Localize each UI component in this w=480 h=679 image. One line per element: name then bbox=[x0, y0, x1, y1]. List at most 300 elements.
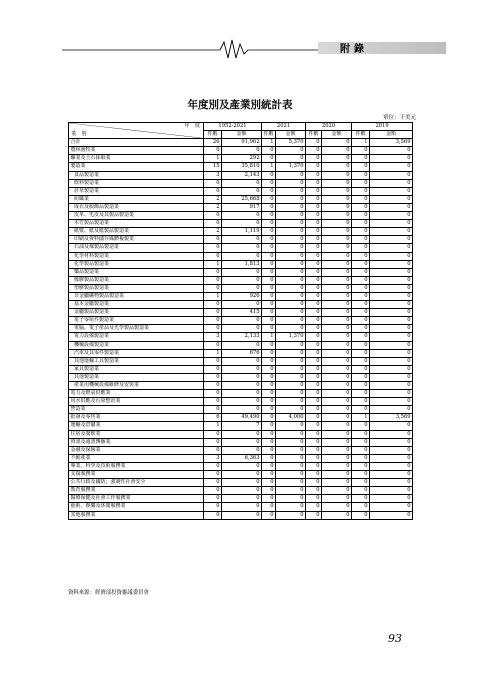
count-cell: 0 bbox=[352, 349, 370, 357]
document-title: 年度別及產業別統計表 bbox=[187, 99, 293, 111]
count-cell: 0 bbox=[352, 398, 370, 406]
count-cell: 0 bbox=[352, 195, 370, 203]
amount-cell: 0 bbox=[322, 179, 352, 187]
amount-cell: 0 bbox=[322, 373, 352, 381]
amount-cell: 0 bbox=[370, 301, 413, 309]
amount-cell: 0 bbox=[222, 471, 262, 479]
amount-cell: 0 bbox=[222, 495, 262, 503]
industry-name-cell: 藝術、娛樂及休閒服務業 bbox=[69, 503, 204, 511]
amount-cell: 0 bbox=[370, 406, 413, 414]
count-cell: 0 bbox=[204, 244, 222, 252]
amount-cell: 0 bbox=[322, 301, 352, 309]
industry-name-cell: 農林漁牧業 bbox=[69, 147, 204, 155]
amount-cell: 0 bbox=[322, 325, 352, 333]
amount-cell: 0 bbox=[370, 333, 413, 341]
amount-cell: 0 bbox=[276, 244, 306, 252]
amount-cell: 0 bbox=[370, 284, 413, 292]
amount-cell: 0 bbox=[370, 357, 413, 365]
count-cell: 0 bbox=[306, 349, 322, 357]
table-row bbox=[69, 325, 413, 333]
count-cell: 0 bbox=[204, 325, 222, 333]
count-cell: 0 bbox=[262, 357, 276, 365]
table-row bbox=[69, 171, 413, 179]
amount-cell: 0 bbox=[370, 511, 413, 519]
corner-year-label: 年 度 bbox=[184, 123, 200, 129]
count-cell: 0 bbox=[306, 471, 322, 479]
amount-cell: 0 bbox=[370, 422, 413, 430]
amount-cell: 0 bbox=[276, 276, 306, 284]
table-row bbox=[69, 365, 413, 373]
table-row bbox=[69, 495, 413, 503]
count-cell: 0 bbox=[352, 155, 370, 163]
count-cell: 0 bbox=[352, 382, 370, 390]
amount-cell: 0 bbox=[370, 446, 413, 454]
count-cell: 0 bbox=[306, 309, 322, 317]
amount-cell: 0 bbox=[370, 487, 413, 495]
count-cell: 0 bbox=[306, 414, 322, 422]
amount-cell: 0 bbox=[222, 220, 262, 228]
count-cell: 0 bbox=[262, 317, 276, 325]
count-cell: 26 bbox=[204, 139, 222, 147]
amount-cell: 0 bbox=[222, 373, 262, 381]
count-cell: 0 bbox=[352, 503, 370, 511]
count-cell: 0 bbox=[306, 301, 322, 309]
amount-cell: 0 bbox=[276, 171, 306, 179]
amount-cell: 0 bbox=[370, 317, 413, 325]
count-cell: 0 bbox=[204, 462, 222, 470]
amount-cell: 35,810 bbox=[222, 163, 262, 171]
count-cell: 0 bbox=[306, 276, 322, 284]
count-cell: 0 bbox=[204, 373, 222, 381]
amount-cell: 0 bbox=[276, 511, 306, 519]
amount-cell: 1,813 bbox=[222, 260, 262, 268]
amount-cell: 0 bbox=[322, 430, 352, 438]
amount-cell: 0 bbox=[222, 236, 262, 244]
table-row bbox=[69, 195, 413, 203]
table-body bbox=[69, 139, 413, 519]
amount-cell: 1,370 bbox=[276, 333, 306, 341]
industry-name-cell: 石油及煤製品製造業 bbox=[69, 244, 204, 252]
amount-cell: 0 bbox=[276, 292, 306, 300]
amount-cell: 7 bbox=[222, 422, 262, 430]
count-cell: 0 bbox=[262, 228, 276, 236]
count-cell: 0 bbox=[352, 479, 370, 487]
count-cell: 0 bbox=[262, 406, 276, 414]
count-cell: 0 bbox=[262, 292, 276, 300]
table-row bbox=[69, 511, 413, 519]
amount-cell: 0 bbox=[276, 228, 306, 236]
table-row bbox=[69, 454, 413, 462]
count-cell: 0 bbox=[204, 236, 222, 244]
amount-header: 金額 bbox=[370, 131, 413, 139]
industry-name-cell: 礦業及土石採取業 bbox=[69, 155, 204, 163]
industry-name-cell: 不動產業 bbox=[69, 454, 204, 462]
count-cell: 1 bbox=[204, 349, 222, 357]
count-cell: 0 bbox=[352, 390, 370, 398]
amount-cell: 0 bbox=[322, 276, 352, 284]
industry-name-cell: 電腦、電子產品及光學製品製造業 bbox=[69, 325, 204, 333]
amount-cell: 0 bbox=[322, 349, 352, 357]
amount-cell: 0 bbox=[370, 462, 413, 470]
count-cell: 0 bbox=[306, 333, 322, 341]
amount-cell: 0 bbox=[222, 438, 262, 446]
amount-cell: 0 bbox=[322, 446, 352, 454]
count-cell: 0 bbox=[204, 220, 222, 228]
amount-cell: 1,370 bbox=[276, 163, 306, 171]
count-cell: 0 bbox=[352, 406, 370, 414]
count-cell: 0 bbox=[262, 325, 276, 333]
count-cell: 2 bbox=[204, 203, 222, 211]
amount-cell: 0 bbox=[222, 511, 262, 519]
corner-industry-label: 業 別 bbox=[71, 131, 87, 138]
table-row bbox=[69, 284, 413, 292]
table-corner-cell bbox=[69, 123, 204, 139]
amount-cell: 0 bbox=[276, 462, 306, 470]
amount-cell: 0 bbox=[370, 438, 413, 446]
industry-name-cell: 橡膠製品製造業 bbox=[69, 276, 204, 284]
amount-cell: 0 bbox=[370, 276, 413, 284]
amount-cell: 0 bbox=[322, 398, 352, 406]
table-row bbox=[69, 147, 413, 155]
count-cell: 0 bbox=[204, 398, 222, 406]
count-cell: 6 bbox=[204, 414, 222, 422]
count-cell: 0 bbox=[262, 260, 276, 268]
amount-cell: 2,143 bbox=[222, 171, 262, 179]
count-cell: 0 bbox=[352, 203, 370, 211]
amount-cell: 0 bbox=[222, 406, 262, 414]
amount-cell: 0 bbox=[322, 139, 352, 147]
amount-cell: 0 bbox=[276, 373, 306, 381]
count-cell: 0 bbox=[306, 228, 322, 236]
industry-name-cell: 營造業 bbox=[69, 406, 204, 414]
amount-cell: 0 bbox=[222, 147, 262, 155]
count-cell: 0 bbox=[204, 252, 222, 260]
statistics-table bbox=[68, 122, 413, 520]
amount-cell: 91,962 bbox=[222, 139, 262, 147]
count-cell: 0 bbox=[352, 268, 370, 276]
count-cell: 0 bbox=[352, 373, 370, 381]
amount-cell: 926 bbox=[222, 292, 262, 300]
table-row bbox=[69, 260, 413, 268]
table-row bbox=[69, 382, 413, 390]
amount-cell: 0 bbox=[276, 454, 306, 462]
table-row bbox=[69, 236, 413, 244]
amount-cell: 0 bbox=[322, 268, 352, 276]
count-cell: 0 bbox=[306, 365, 322, 373]
amount-cell: 0 bbox=[276, 212, 306, 220]
amount-cell: 0 bbox=[276, 317, 306, 325]
amount-cell: 0 bbox=[322, 260, 352, 268]
table-row bbox=[69, 438, 413, 446]
count-cell: 0 bbox=[352, 462, 370, 470]
amount-cell: 0 bbox=[276, 406, 306, 414]
count-cell: 0 bbox=[262, 471, 276, 479]
amount-cell: 6,363 bbox=[222, 454, 262, 462]
industry-name-cell: 紙漿、紙及紙製品製造業 bbox=[69, 228, 204, 236]
amount-cell: 0 bbox=[370, 373, 413, 381]
industry-name-cell: 菸草製造業 bbox=[69, 187, 204, 195]
amount-cell: 0 bbox=[222, 268, 262, 276]
year-header: 2021 bbox=[262, 123, 306, 131]
count-cell: 0 bbox=[262, 171, 276, 179]
amount-cell: 0 bbox=[370, 430, 413, 438]
count-cell: 0 bbox=[352, 430, 370, 438]
count-cell: 0 bbox=[262, 414, 276, 422]
table-row bbox=[69, 487, 413, 495]
count-cell: 0 bbox=[262, 309, 276, 317]
amount-cell: 0 bbox=[276, 398, 306, 406]
count-cell: 0 bbox=[204, 503, 222, 511]
count-cell: 0 bbox=[306, 244, 322, 252]
amount-cell: 0 bbox=[322, 357, 352, 365]
amount-cell: 0 bbox=[276, 195, 306, 203]
amount-cell: 0 bbox=[370, 212, 413, 220]
count-cell: 1 bbox=[262, 139, 276, 147]
amount-cell: 0 bbox=[370, 390, 413, 398]
count-cell: 0 bbox=[352, 438, 370, 446]
count-cell: 0 bbox=[306, 155, 322, 163]
industry-name-cell: 家具製造業 bbox=[69, 365, 204, 373]
count-cell: 0 bbox=[262, 373, 276, 381]
count-cell: 0 bbox=[352, 163, 370, 171]
amount-cell: 0 bbox=[276, 479, 306, 487]
amount-cell: 0 bbox=[222, 430, 262, 438]
count-cell: 0 bbox=[352, 333, 370, 341]
count-cell: 0 bbox=[204, 487, 222, 495]
amount-cell: 0 bbox=[322, 479, 352, 487]
count-cell: 0 bbox=[204, 365, 222, 373]
amount-cell: 0 bbox=[370, 195, 413, 203]
count-cell: 0 bbox=[262, 195, 276, 203]
amount-cell: 0 bbox=[322, 365, 352, 373]
count-cell: 0 bbox=[204, 309, 222, 317]
count-cell: 0 bbox=[306, 252, 322, 260]
count-cell: 0 bbox=[352, 292, 370, 300]
count-cell: 0 bbox=[352, 171, 370, 179]
table-row bbox=[69, 220, 413, 228]
count-cell: 0 bbox=[204, 147, 222, 155]
count-cell: 0 bbox=[306, 203, 322, 211]
count-header: 件數 bbox=[263, 131, 274, 138]
amount-cell: 0 bbox=[370, 268, 413, 276]
amount-cell: 2,133 bbox=[222, 333, 262, 341]
amount-cell: 0 bbox=[322, 292, 352, 300]
table-row bbox=[69, 422, 413, 430]
count-cell: 0 bbox=[306, 382, 322, 390]
count-cell: 0 bbox=[262, 349, 276, 357]
count-cell: 3 bbox=[204, 454, 222, 462]
count-cell: 0 bbox=[352, 471, 370, 479]
amount-cell: 0 bbox=[276, 220, 306, 228]
amount-cell: 0 bbox=[370, 503, 413, 511]
industry-name-cell: 電力及燃氣供應業 bbox=[69, 390, 204, 398]
amount-cell: 0 bbox=[322, 236, 352, 244]
amount-cell: 0 bbox=[276, 284, 306, 292]
count-cell: 0 bbox=[262, 212, 276, 220]
amount-cell: 0 bbox=[370, 179, 413, 187]
count-cell: 0 bbox=[352, 365, 370, 373]
table-row bbox=[69, 212, 413, 220]
count-cell: 0 bbox=[262, 390, 276, 398]
count-cell: 3 bbox=[204, 171, 222, 179]
industry-name-cell: 化學製品製造業 bbox=[69, 260, 204, 268]
industry-name-cell: 機械設備製造業 bbox=[69, 341, 204, 349]
count-cell: 15 bbox=[204, 163, 222, 171]
amount-cell: 0 bbox=[322, 511, 352, 519]
table-row bbox=[69, 244, 413, 252]
count-cell: 0 bbox=[262, 203, 276, 211]
amount-cell: 0 bbox=[222, 301, 262, 309]
amount-cell: 0 bbox=[322, 187, 352, 195]
amount-cell: 0 bbox=[370, 365, 413, 373]
amount-cell: 676 bbox=[222, 349, 262, 357]
industry-name-cell: 其他製造業 bbox=[69, 373, 204, 381]
count-cell: 0 bbox=[306, 260, 322, 268]
count-cell: 0 bbox=[262, 301, 276, 309]
count-cell: 0 bbox=[306, 511, 322, 519]
amount-cell: 0 bbox=[322, 495, 352, 503]
amount-cell: 0 bbox=[322, 147, 352, 155]
table-header-row-years bbox=[69, 123, 413, 131]
count-cell: 0 bbox=[204, 341, 222, 349]
amount-cell: 0 bbox=[276, 471, 306, 479]
amount-header: 金額 bbox=[322, 131, 352, 139]
amount-cell: 0 bbox=[276, 187, 306, 195]
amount-cell: 0 bbox=[276, 495, 306, 503]
amount-cell: 0 bbox=[276, 503, 306, 511]
table-row bbox=[69, 139, 413, 147]
count-cell: 0 bbox=[204, 390, 222, 398]
count-cell: 0 bbox=[352, 179, 370, 187]
industry-name-cell: 化學材料製造業 bbox=[69, 252, 204, 260]
amount-cell: 0 bbox=[276, 147, 306, 155]
count-cell: 0 bbox=[352, 511, 370, 519]
amount-cell: 0 bbox=[370, 479, 413, 487]
industry-name-cell: 其他服務業 bbox=[69, 511, 204, 519]
amount-cell: 0 bbox=[222, 187, 262, 195]
count-cell: 0 bbox=[352, 244, 370, 252]
count-cell: 0 bbox=[306, 325, 322, 333]
amount-cell: 0 bbox=[322, 422, 352, 430]
count-cell: 0 bbox=[204, 438, 222, 446]
table-row bbox=[69, 187, 413, 195]
amount-cell: 0 bbox=[322, 155, 352, 163]
amount-cell: 0 bbox=[322, 203, 352, 211]
amount-cell: 0 bbox=[222, 462, 262, 470]
industry-name-cell: 印刷及資料儲存媒體複製業 bbox=[69, 236, 204, 244]
count-cell: 0 bbox=[262, 479, 276, 487]
count-cell: 0 bbox=[306, 139, 322, 147]
count-cell: 0 bbox=[352, 228, 370, 236]
industry-name-cell: 金融及保險業 bbox=[69, 446, 204, 454]
count-cell: 0 bbox=[204, 301, 222, 309]
industry-name-cell: 教育服務業 bbox=[69, 487, 204, 495]
count-cell: 0 bbox=[306, 430, 322, 438]
amount-cell: 0 bbox=[370, 471, 413, 479]
count-cell: 0 bbox=[262, 284, 276, 292]
count-cell: 0 bbox=[306, 422, 322, 430]
industry-name-cell: 資訊及通訊傳播業 bbox=[69, 438, 204, 446]
amount-cell: 0 bbox=[370, 187, 413, 195]
industry-name-cell: 非金屬礦物製品製造業 bbox=[69, 292, 204, 300]
amount-cell: 0 bbox=[276, 487, 306, 495]
count-cell: 1 bbox=[352, 139, 370, 147]
section-label: 附錄 bbox=[340, 44, 368, 55]
count-cell: 0 bbox=[262, 511, 276, 519]
count-cell: 0 bbox=[352, 487, 370, 495]
industry-name-cell: 皮革、毛皮及其製品製造業 bbox=[69, 212, 204, 220]
amount-cell: 0 bbox=[370, 325, 413, 333]
count-cell: 0 bbox=[262, 382, 276, 390]
amount-cell: 3,569 bbox=[370, 139, 413, 147]
year-header: 2019 bbox=[352, 123, 413, 131]
count-cell: 0 bbox=[262, 276, 276, 284]
source-note: 資料來源：經濟部投資審議委員會 bbox=[68, 590, 149, 596]
industry-name-cell: 飲料製造業 bbox=[69, 179, 204, 187]
count-cell: 0 bbox=[352, 357, 370, 365]
industry-name-cell: 住宿及餐飲業 bbox=[69, 430, 204, 438]
count-cell: 0 bbox=[262, 341, 276, 349]
industry-name-cell: 塑膠製品製造業 bbox=[69, 284, 204, 292]
count-cell: 0 bbox=[262, 147, 276, 155]
count-cell: 0 bbox=[262, 244, 276, 252]
count-header: 件數 bbox=[204, 131, 222, 139]
count-cell: 0 bbox=[306, 292, 322, 300]
table-row bbox=[69, 479, 413, 487]
amount-cell: 0 bbox=[276, 260, 306, 268]
count-cell: 0 bbox=[306, 438, 322, 446]
table-row bbox=[69, 301, 413, 309]
table-row bbox=[69, 276, 413, 284]
count-cell: 1 bbox=[262, 163, 276, 171]
industry-name-cell: 用水供應及污染整治業 bbox=[69, 398, 204, 406]
amount-cell: 0 bbox=[222, 357, 262, 365]
count-cell: 0 bbox=[306, 195, 322, 203]
amount-cell: 0 bbox=[222, 503, 262, 511]
count-header: 件數 bbox=[352, 131, 370, 139]
table-row bbox=[69, 373, 413, 381]
count-cell: 0 bbox=[352, 236, 370, 244]
count-cell: 0 bbox=[352, 220, 370, 228]
count-cell: 1 bbox=[352, 414, 370, 422]
count-cell: 0 bbox=[306, 454, 322, 462]
amount-cell: 0 bbox=[276, 252, 306, 260]
count-cell: 0 bbox=[306, 163, 322, 171]
amount-cell: 0 bbox=[322, 244, 352, 252]
count-cell: 0 bbox=[262, 187, 276, 195]
count-cell: 0 bbox=[352, 341, 370, 349]
table-row bbox=[69, 309, 413, 317]
count-cell: 0 bbox=[262, 495, 276, 503]
table-row bbox=[69, 292, 413, 300]
count-cell: 0 bbox=[204, 382, 222, 390]
amount-cell: 0 bbox=[370, 252, 413, 260]
amount-cell: 0 bbox=[370, 349, 413, 357]
amount-cell: 0 bbox=[370, 203, 413, 211]
count-cell: 0 bbox=[352, 212, 370, 220]
industry-name-cell: 批發及零售業 bbox=[69, 414, 204, 422]
amount-cell: 0 bbox=[322, 171, 352, 179]
count-cell: 0 bbox=[262, 179, 276, 187]
amount-cell: 0 bbox=[322, 228, 352, 236]
count-cell: 0 bbox=[306, 495, 322, 503]
table-row bbox=[69, 462, 413, 470]
amount-cell: 0 bbox=[276, 422, 306, 430]
amount-cell: 0 bbox=[322, 390, 352, 398]
amount-cell: 0 bbox=[370, 155, 413, 163]
count-cell: 0 bbox=[306, 341, 322, 349]
count-cell: 0 bbox=[306, 187, 322, 195]
